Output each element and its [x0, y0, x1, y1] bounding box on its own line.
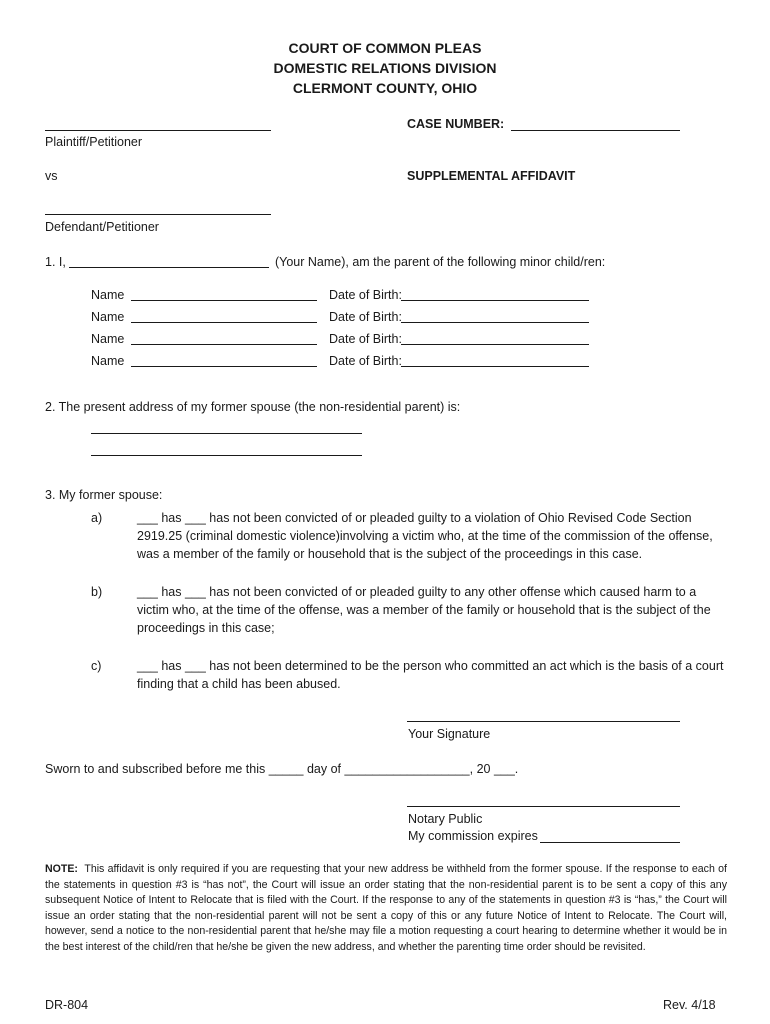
address-line-2[interactable] — [91, 455, 362, 456]
section1-prefix: 1. I, — [45, 255, 66, 269]
division-name: DOMESTIC RELATIONS DIVISION — [273, 60, 497, 76]
plaintiff-label: Plaintiff/Petitioner — [45, 135, 143, 149]
child-dob-label: Date of Birth: — [329, 332, 402, 346]
county-name: CLERMONT COUNTY, OHIO — [292, 80, 478, 96]
child-name-label: Name — [91, 354, 125, 368]
plaintiff-line[interactable] — [45, 130, 271, 131]
document-title: SUPPLEMENTAL AFFIDAVIT — [407, 169, 576, 183]
address-line-1[interactable] — [91, 433, 362, 434]
sworn-text: Sworn to and subscribed before me this _____ day of __________________, 20 ___. — [45, 762, 519, 776]
vs-label: vs — [45, 169, 58, 183]
child-dob-label: Date of Birth: — [329, 354, 402, 368]
child-name-field[interactable] — [131, 300, 317, 301]
defendant-line[interactable] — [45, 214, 271, 215]
note-label: NOTE: — [45, 863, 78, 875]
item-letter: b) — [91, 585, 103, 599]
item-letter: c) — [91, 659, 102, 673]
defendant-label: Defendant/Petitioner — [45, 220, 159, 234]
court-name: COURT OF COMMON PLEAS — [288, 40, 482, 56]
form-id: DR-804 — [45, 998, 89, 1012]
your-name-field[interactable] — [69, 267, 269, 268]
notary-label: Notary Public — [408, 812, 483, 826]
child-name-label: Name — [91, 332, 125, 346]
note-block — [45, 862, 727, 956]
child-dob-field[interactable] — [401, 344, 589, 345]
note-text: This affidavit is only required if you are requesting that your new address be withheld from the former spouse. If the response to each of the statements in question #3 is “has not”, the Court will issue an order stating that the non-residential parent is to be sent a copy of this any subsequent Notice of Intent to Relocate that is filed with the Court. If the response to any of the statements in question #3 is “has,” the Court will issue an order stating that the non-residential parent will not be sent a copy of this or any future Notice of Intent to Relocate. The Court will, however, send a notice to the non-residential parent that he/she may file a motion requesting a court hearing to determine whether it would be in the best interest of the child/ren that he/she be given the new address, and whether the parenting time order should be revisited. — [45, 863, 727, 953]
notary-signature-line[interactable] — [407, 806, 680, 807]
child-name-field[interactable] — [131, 344, 317, 345]
child-dob-label: Date of Birth: — [329, 310, 402, 324]
item-text: ___ has ___ has not been determined to be the person who committed an act which is the basis of a court finding that a child has been abused. — [137, 659, 724, 691]
item-text: ___ has ___ has not been convicted of or pleaded guilty to any other offense which caused harm to a victim who, at the time of the offense, was a member of the family or household that is the subject of the proceedings in this case; — [137, 585, 711, 635]
child-dob-field[interactable] — [401, 300, 589, 301]
child-dob-field[interactable] — [401, 322, 589, 323]
commission-expires-field[interactable] — [540, 842, 680, 843]
section1-suffix: (Your Name), am the parent of the following minor child/ren: — [275, 255, 606, 269]
child-name-field[interactable] — [131, 366, 317, 367]
case-number-field[interactable] — [511, 130, 680, 131]
section2-text: 2. The present address of my former spouse (the non-residential parent) is: — [45, 400, 461, 414]
case-number-label: CASE NUMBER: — [407, 117, 505, 131]
child-name-label: Name — [91, 288, 125, 302]
section3-intro: 3. My former spouse: — [45, 488, 163, 502]
your-signature-label: Your Signature — [408, 727, 491, 741]
revision: Rev. 4/18 — [663, 998, 716, 1012]
item-text: ___ has ___ has not been convicted of or pleaded guilty to a violation of Ohio Revised Code Section 2919.25 (criminal domestic violence)involving a victim who, at the time of the commission of the offense, was a member of the family or household that is the subject of the proceedings in this case. — [137, 511, 713, 561]
commission-label: My commission expires — [408, 829, 538, 843]
child-dob-label: Date of Birth: — [329, 288, 402, 302]
child-name-label: Name — [91, 310, 125, 324]
item-letter: a) — [91, 511, 103, 525]
child-name-field[interactable] — [131, 322, 317, 323]
child-dob-field[interactable] — [401, 366, 589, 367]
signature-line[interactable] — [407, 721, 680, 722]
